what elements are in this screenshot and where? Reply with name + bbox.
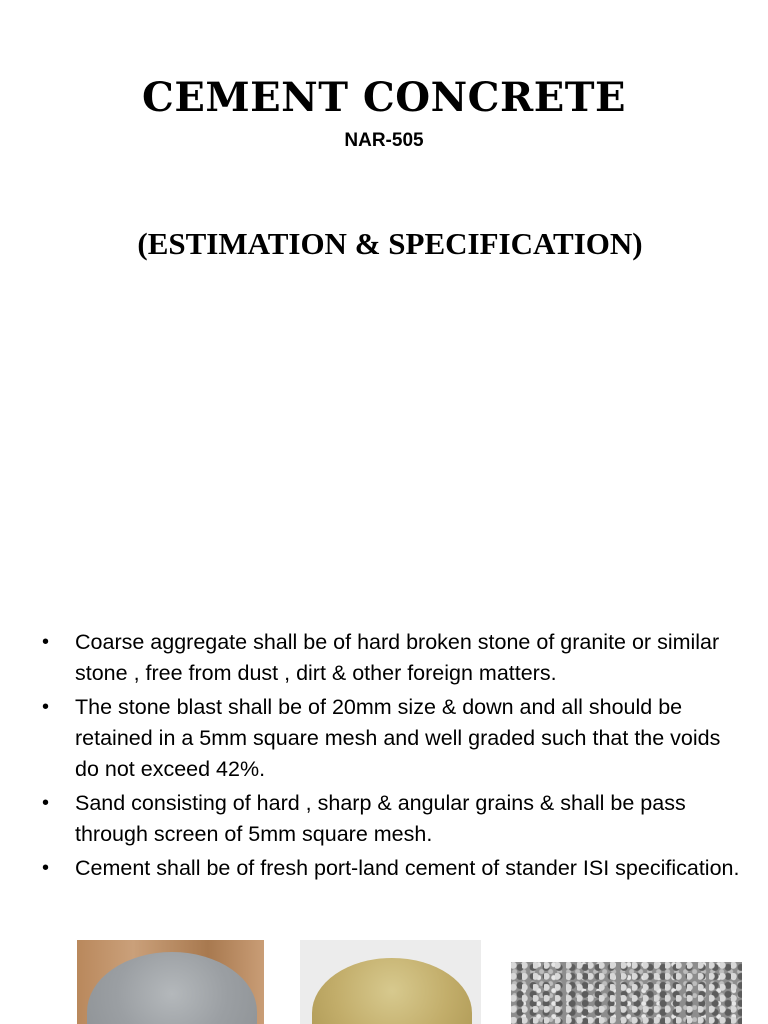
cement-pile-shape xyxy=(87,952,257,1024)
bullet-text: Coarse aggregate shall be of hard broken stone of granite or similar stone , free from dust , dirt & other foreign matters. xyxy=(75,630,720,685)
slide-title: CEMENT CONCRETE xyxy=(142,74,626,121)
bullet-item xyxy=(40,627,740,689)
sand-pile-photo xyxy=(300,940,481,1024)
slide-subtitle: (ESTIMATION & SPECIFICATION) xyxy=(137,226,643,261)
course-code: NAR-505 xyxy=(344,130,424,151)
bullet-list xyxy=(40,627,740,887)
bullet-item xyxy=(40,853,740,884)
bullet-icon: • xyxy=(42,792,50,814)
bullet-icon: • xyxy=(42,857,50,879)
cement-powder-photo xyxy=(77,940,264,1024)
bullet-icon: • xyxy=(42,696,50,718)
stone-aggregate-photo xyxy=(511,962,742,1024)
bullet-text: Sand consisting of hard , sharp & angular grains & shall be pass through screen of 5mm square mesh. xyxy=(75,791,686,846)
bullet-text: Cement shall be of fresh port-land cement of stander ISI specification. xyxy=(75,856,740,880)
bullet-item xyxy=(40,788,740,850)
bullet-icon: • xyxy=(42,631,50,653)
bullet-item xyxy=(40,692,740,785)
bullet-text: The stone blast shall be of 20mm size & down and all should be retained in a 5mm square mesh and well graded such that the voids do not exceed 42%. xyxy=(75,695,721,781)
sand-pile-shape xyxy=(312,958,472,1024)
